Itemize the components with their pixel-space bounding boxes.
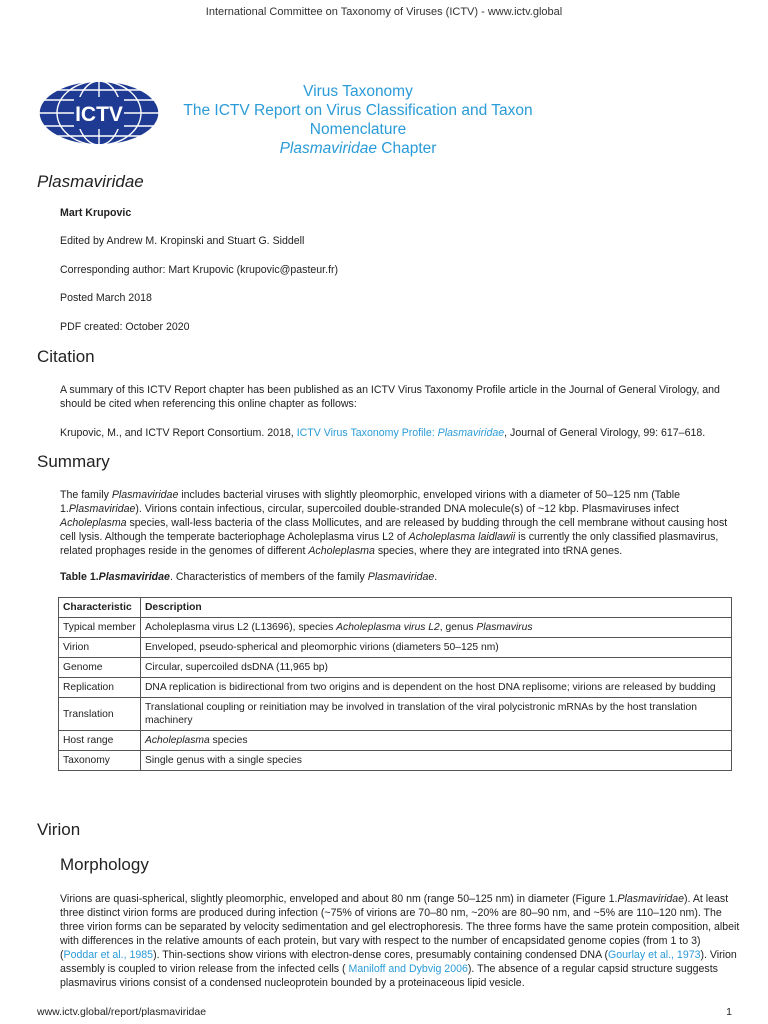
posted-date: Posted March 2018 — [60, 292, 152, 304]
ref-link-maniloff[interactable]: Maniloff and Dybvig 2006 — [348, 963, 468, 975]
virion-heading: Virion — [37, 820, 81, 839]
table-caption: Table 1.Plasmaviridae. Characteristics of members of the family Plasmaviridae. — [60, 571, 438, 583]
title-line-3: Plasmaviridae Chapter — [279, 140, 437, 157]
table-row: Translation Translational coupling or reinitiation may be involved in translation of the viral polycistronic mRNAs by the host translation machinery — [59, 698, 732, 731]
chapter-title: Plasmaviridae — [37, 172, 144, 191]
logo-text: ICTV — [75, 103, 123, 126]
citation-reference: Krupovic, M., and ICTV Report Consortium. 2018, ICTV Virus Taxonomy Profile: Plasmaviridae, Journal of General Virology, 99: 617–618. — [60, 427, 706, 439]
table-row: Virion Enveloped, pseudo-spherical and pleomorphic virions (diameters 50–125 nm) — [59, 638, 732, 658]
ref-link-gourlay[interactable]: Gourlay et al., 1973 — [608, 949, 701, 961]
table-row: Genome Circular, supercoiled dsDNA (11,965 bp) — [59, 658, 732, 678]
table-row: Host range Acholeplasma species — [59, 731, 732, 751]
summary-text: The family Plasmaviridae includes bacterial viruses with slightly pleomorphic, enveloped virions with a diameter of 50–125 nm (Table 1.Plasmaviridae). Virions contain infectious, circular, supercoiled double-stranded DNA molecule(s) of ~12 kbp. Plasmaviruses infect Acholeplasma species, wall-less bacteria of the class Mollicutes, and are released by budding through the cell membrane without causing host cell lysis. Although the temperate bacteriophage Acholeplasma virus L2 of Acholeplasma laidlawii is currently the only classified plasmavirus, related prophages reside in the genomes of different Acholeplasma species, where they are integrated into tRNA genes. — [60, 489, 728, 557]
title-line-1: Virus Taxonomy — [303, 83, 413, 100]
report-titles — [168, 82, 548, 158]
table-row: Typical member Acholeplasma virus L2 (L13696), species Acholeplasma virus L2, genus Plasmavirus — [59, 618, 732, 638]
title-line-2: The ICTV Report on Virus Classification and Taxon Nomenclature — [183, 102, 533, 138]
citation-heading: Citation — [37, 347, 95, 366]
ref-link-poddar[interactable]: Poddar et al., 1985 — [63, 949, 154, 961]
table-header-row — [59, 598, 732, 618]
table-header-description: Description — [141, 598, 732, 618]
page-number: 1 — [726, 1006, 732, 1018]
footer-url: www.ictv.global/report/plasmaviridae — [37, 1006, 207, 1018]
author: Mart Krupovic — [60, 207, 132, 219]
page-header: International Committee on Taxonomy of Viruses (ICTV) - www.ictv.global — [205, 6, 563, 18]
pdf-created: PDF created: October 2020 — [60, 321, 190, 333]
edited-by: Edited by Andrew M. Kropinski and Stuart G. Siddell — [60, 235, 305, 247]
table-header-characteristic: Characteristic — [59, 598, 141, 618]
morphology-text: Virions are quasi-spherical, slightly pleomorphic, enveloped and about 80 nm (range 50–125 nm) in diameter (Figure 1.Plasmaviridae). At least three distinct virion forms are produced during infection (~75% of virions are 70–80 nm, ~20% are 80–90 nm, and ~5% are 110–120 nm). The three virion forms can be separated by velocity sedimentation and gel electrophoresis. The three forms have the same protein composition, albeit with differences in the relative amounts of each protein, but vary with respect to the number of encapsidated genome copies (from 1 to 3) (Poddar et al., 1985). Thin-sections show virions with electron-dense cores, presumably containing condensed DNA (Gourlay et al., 1973). Virion assembly is coupled to virion release from the infected cells ( Maniloff and Dybvig 2006). The absence of a regular capsid structure suggests plasmavirus virions consist of a condensed nucleoprotein bounded by a proteinaceous lipid vesicle. — [60, 893, 740, 989]
summary-heading: Summary — [37, 452, 110, 471]
table-row: Replication DNA replication is bidirectional from two origins and is dependent on the host DNA replisome; virions are released by budding — [59, 678, 732, 698]
citation-text: A summary of this ICTV Report chapter has been published as an ICTV Virus Taxonomy Profile article in the Journal of General Virology, and should be cited when referencing this online chapter as follows: — [60, 384, 720, 410]
morphology-heading: Morphology — [60, 855, 149, 874]
citation-profile-link[interactable]: ICTV Virus Taxonomy Profile: Plasmaviridae — [296, 427, 505, 439]
corresponding-author: Corresponding author: Mart Krupovic (krupovic@pasteur.fr) — [60, 264, 339, 276]
characteristics-table — [58, 597, 732, 771]
ictv-logo — [38, 80, 160, 146]
table-row: Taxonomy Single genus with a single species — [59, 751, 732, 771]
